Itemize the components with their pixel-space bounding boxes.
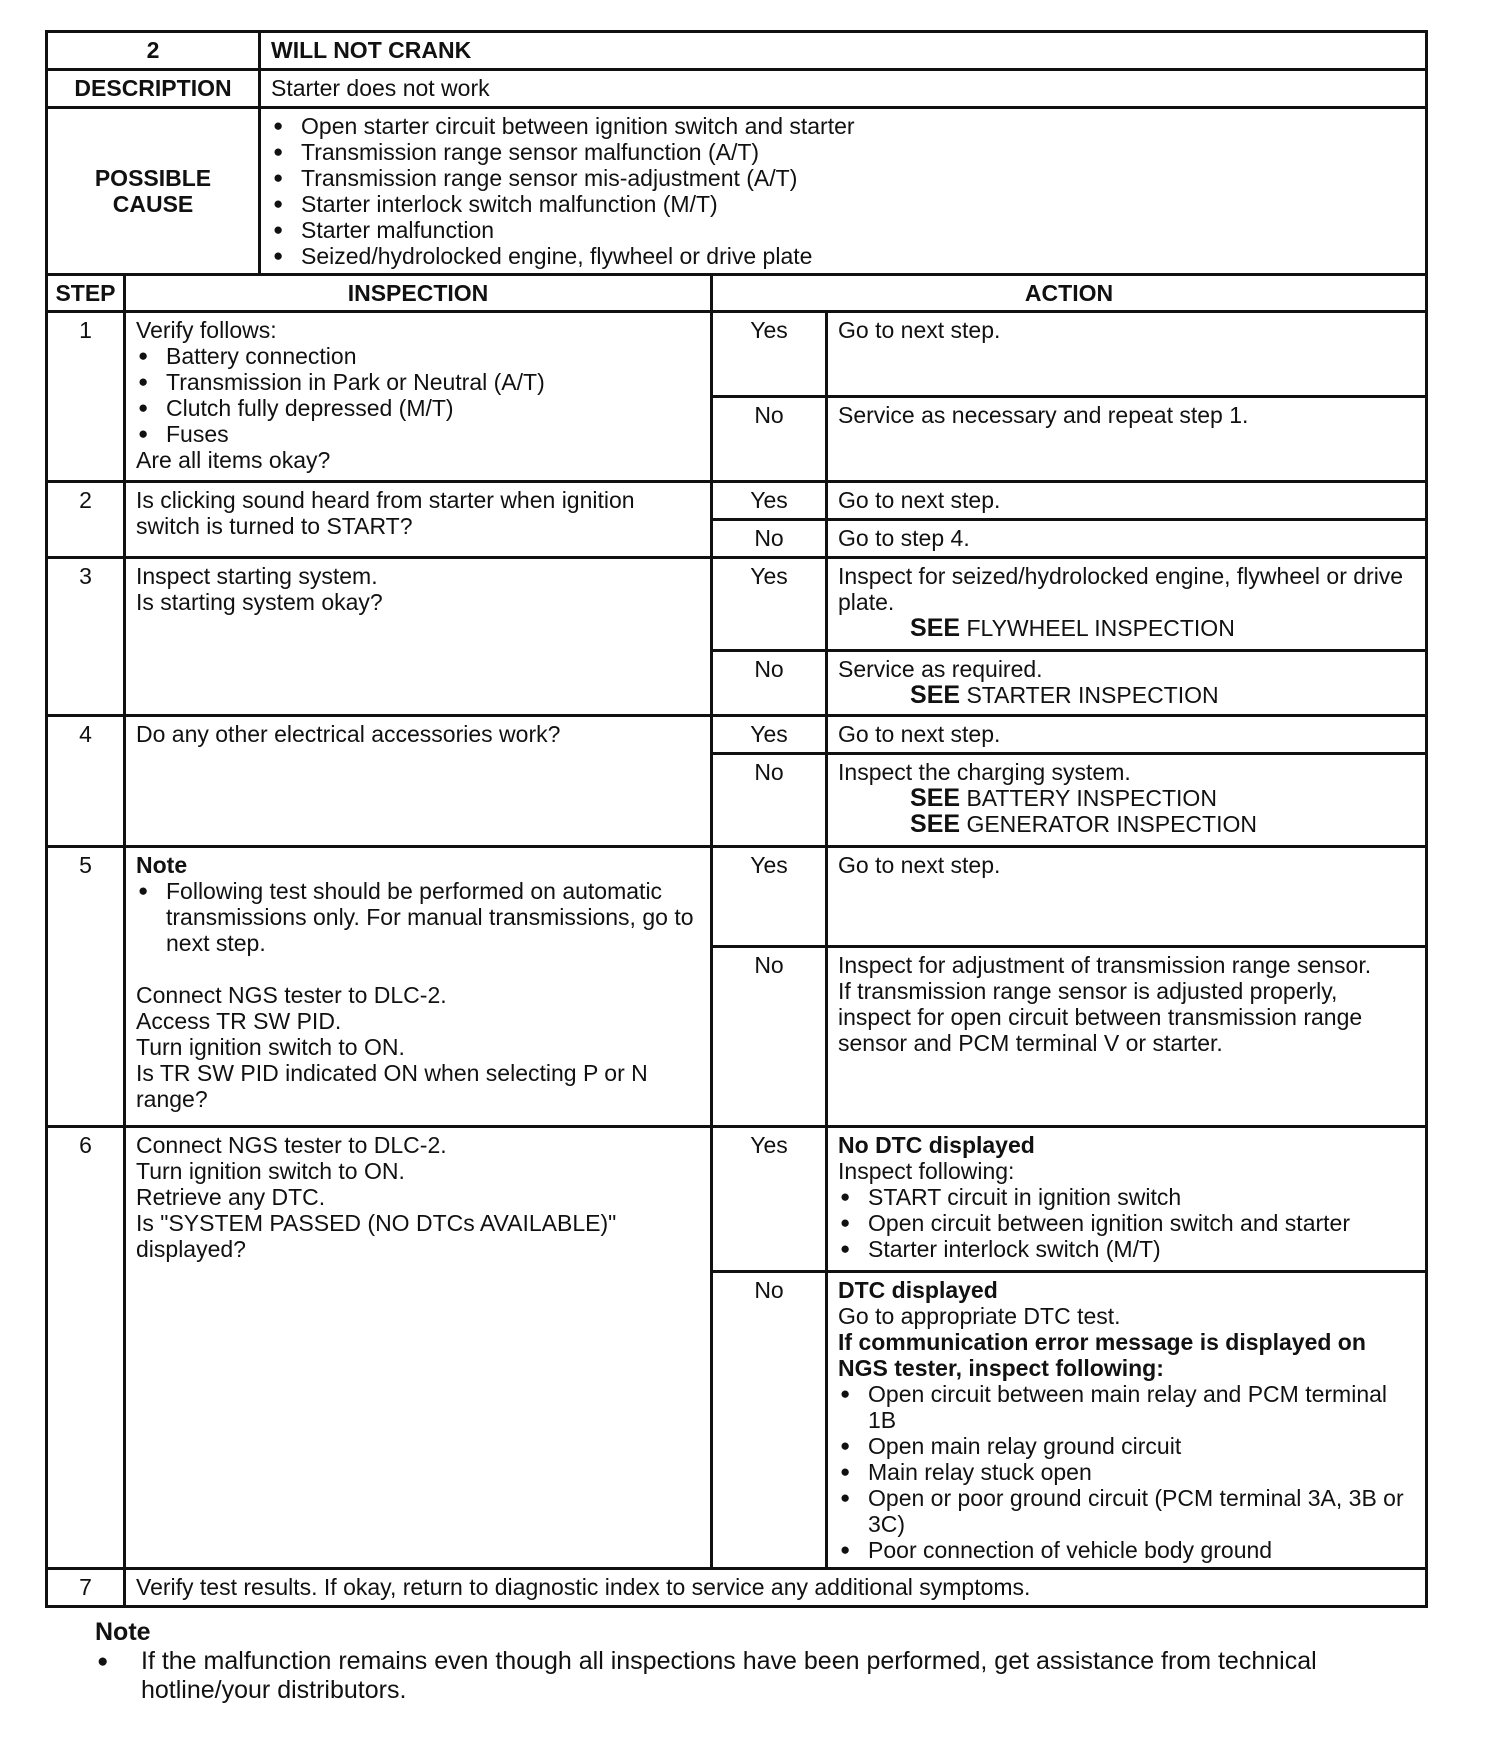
- footer-note-item: ● If the malfunction remains even though all inspections have been performed, get assistance from technical hotline/your distributors.: [95, 1647, 1425, 1705]
- no-label: No: [712, 397, 827, 482]
- step-2-yes-row: [47, 482, 1427, 520]
- step-column-header: STEP: [47, 275, 125, 312]
- see-label: SEE: [910, 810, 961, 838]
- step-5-no-action: [827, 947, 1427, 1127]
- step-number: 7: [47, 1569, 125, 1607]
- inspect-item: ● Starter interlock switch (M/T): [838, 1236, 1415, 1262]
- step-5-note-title: Note: [136, 852, 188, 878]
- step-5-no-text-1: Inspect for adjustment of transmission range sensor.: [838, 952, 1372, 978]
- step-3-no-action: [827, 651, 1427, 716]
- step-number: 5: [47, 847, 125, 1127]
- cause-item: ● Transmission range sensor mis-adjustment (A/T): [271, 165, 1415, 191]
- step-3-yes-action: [827, 558, 1427, 651]
- cause-label-line-2: CAUSE: [112, 191, 194, 217]
- step-2-no-action: Go to step 4.: [827, 520, 1427, 558]
- footer-note-title: Note: [95, 1618, 151, 1646]
- step-7-row: [47, 1569, 1427, 1607]
- step-2-yes-action: Go to next step.: [827, 482, 1427, 520]
- yes-label: Yes: [712, 558, 827, 651]
- step-6-no-bold: If communication error message is displayed on NGS tester, inspect following:: [838, 1329, 1366, 1381]
- verify-item: ● Clutch fully depressed (M/T): [136, 395, 700, 421]
- step-3-line-1: Inspect starting system.: [136, 563, 378, 589]
- header-row: [47, 32, 1427, 70]
- step-5-yes-action: Go to next step.: [827, 847, 1427, 947]
- inspect-item: ● Open circuit between ignition switch and starter: [838, 1210, 1415, 1236]
- inspect-item: ● Open main relay ground circuit: [838, 1433, 1415, 1459]
- step-5-no-text-2: If transmission range sensor is adjusted properly, inspect for open circuit between transmission range sensor and PCM terminal V or starter.: [838, 978, 1363, 1056]
- step-number: 1: [47, 312, 125, 482]
- verify-item: ● Battery connection: [136, 343, 700, 369]
- inspection-column-header: INSPECTION: [125, 275, 712, 312]
- step-6-inspection: [125, 1127, 712, 1569]
- see-label: SEE: [910, 784, 961, 812]
- no-label: No: [712, 651, 827, 716]
- step-5-note-item: ● Following test should be performed on automatic transmissions only. For manual transmissions, go to next step.: [136, 878, 700, 956]
- see-label: SEE: [910, 614, 961, 642]
- footer-note: [95, 1618, 1425, 1705]
- step-6-line: Is "SYSTEM PASSED (NO DTCs AVAILABLE)" displayed?: [136, 1210, 617, 1262]
- step-4-inspection: Do any other electrical accessories work?: [125, 716, 712, 847]
- possible-cause-list: [260, 108, 1427, 275]
- see-target: STARTER INSPECTION: [966, 682, 1219, 708]
- step-1-intro: Verify follows:: [136, 317, 277, 343]
- step-2-inspection: Is clicking sound heard from starter when ignition switch is turned to START?: [125, 482, 712, 558]
- no-label: No: [712, 754, 827, 847]
- diagnostic-table: [45, 30, 1428, 1608]
- see-label: SEE: [910, 681, 961, 709]
- step-6-no-heading: DTC displayed: [838, 1277, 998, 1303]
- verify-item: ● Transmission in Park or Neutral (A/T): [136, 369, 700, 395]
- action-column-header: ACTION: [712, 275, 1427, 312]
- no-label: No: [712, 947, 827, 1127]
- column-header-row: [47, 275, 1427, 312]
- yes-label: Yes: [712, 847, 827, 947]
- step-6-line: Turn ignition switch to ON.: [136, 1158, 405, 1184]
- cause-item: ● Starter interlock switch malfunction (M/T): [271, 191, 1415, 217]
- cause-label-line-1: POSSIBLE: [94, 165, 212, 191]
- see-target: BATTERY INSPECTION: [966, 785, 1217, 811]
- step-3-no-text: Service as required.: [838, 656, 1043, 682]
- step-1-question: Are all items okay?: [136, 447, 331, 473]
- step-5-line: Is TR SW PID indicated ON when selecting P or N range?: [136, 1060, 648, 1112]
- step-5-line: Access TR SW PID.: [136, 1008, 342, 1034]
- step-4-no-action: [827, 754, 1427, 847]
- step-4-no-text: Inspect the charging system.: [838, 759, 1131, 785]
- step-number: 6: [47, 1127, 125, 1569]
- troubleshooting-number: 2: [47, 32, 260, 70]
- see-reference: [838, 615, 1415, 641]
- step-1-yes-action: Go to next step.: [827, 312, 1427, 397]
- yes-label: Yes: [712, 1127, 827, 1272]
- step-6-line: Retrieve any DTC.: [136, 1184, 326, 1210]
- inspect-item: ● Main relay stuck open: [838, 1459, 1415, 1485]
- possible-cause-row: [47, 108, 1427, 275]
- step-number: 2: [47, 482, 125, 558]
- step-5-line: Turn ignition switch to ON.: [136, 1034, 405, 1060]
- description-row: [47, 70, 1427, 108]
- step-6-yes-intro: Inspect following:: [838, 1158, 1015, 1184]
- cause-item: ● Seized/hydrolocked engine, flywheel or drive plate: [271, 243, 1415, 269]
- step-number: 4: [47, 716, 125, 847]
- possible-cause-label: [47, 108, 260, 275]
- yes-label: Yes: [712, 482, 827, 520]
- yes-label: Yes: [712, 312, 827, 397]
- step-6-no-action: [827, 1272, 1427, 1569]
- step-6-yes-row: [47, 1127, 1427, 1272]
- step-1-yes-row: [47, 312, 1427, 397]
- step-1-inspection: [125, 312, 712, 482]
- step-3-yes-text: Inspect for seized/hydrolocked engine, flywheel or drive plate.: [838, 563, 1404, 615]
- step-6-line: Connect NGS tester to DLC-2.: [136, 1132, 447, 1158]
- yes-label: Yes: [712, 716, 827, 754]
- step-5-yes-row: [47, 847, 1427, 947]
- see-reference: [838, 785, 1415, 811]
- step-5-line: Connect NGS tester to DLC-2.: [136, 982, 447, 1008]
- step-7-text: Verify test results. If okay, return to diagnostic index to service any additional symptoms.: [125, 1569, 1427, 1607]
- see-reference: [838, 811, 1415, 837]
- troubleshooting-title: WILL NOT CRANK: [260, 32, 1427, 70]
- cause-item: ● Transmission range sensor malfunction (A/T): [271, 139, 1415, 165]
- description-label: DESCRIPTION: [47, 70, 260, 108]
- inspect-item: ● Poor connection of vehicle body ground: [838, 1537, 1415, 1563]
- step-6-no-line: Go to appropriate DTC test.: [838, 1303, 1121, 1329]
- step-5-inspection: [125, 847, 712, 1127]
- inspect-item: ● START circuit in ignition switch: [838, 1184, 1415, 1210]
- cause-item: ● Starter malfunction: [271, 217, 1415, 243]
- step-6-yes-heading: No DTC displayed: [838, 1132, 1035, 1158]
- cause-item: ● Open starter circuit between ignition switch and starter: [271, 113, 1415, 139]
- no-label: No: [712, 520, 827, 558]
- inspect-item: ● Open circuit between main relay and PCM terminal 1B: [838, 1381, 1415, 1433]
- inspect-item: ● Open or poor ground circuit (PCM terminal 3A, 3B or 3C): [838, 1485, 1415, 1537]
- step-number: 3: [47, 558, 125, 716]
- see-target: FLYWHEEL INSPECTION: [966, 615, 1235, 641]
- description-text: Starter does not work: [260, 70, 1427, 108]
- verify-item: ● Fuses: [136, 421, 700, 447]
- no-label: No: [712, 1272, 827, 1569]
- step-3-line-2: Is starting system okay?: [136, 589, 383, 615]
- step-3-inspection: [125, 558, 712, 716]
- see-target: GENERATOR INSPECTION: [966, 811, 1257, 837]
- step-4-yes-row: [47, 716, 1427, 754]
- step-1-no-action: Service as necessary and repeat step 1.: [827, 397, 1427, 482]
- step-4-yes-action: Go to next step.: [827, 716, 1427, 754]
- see-reference: [838, 682, 1415, 708]
- step-3-yes-row: [47, 558, 1427, 651]
- step-6-yes-action: [827, 1127, 1427, 1272]
